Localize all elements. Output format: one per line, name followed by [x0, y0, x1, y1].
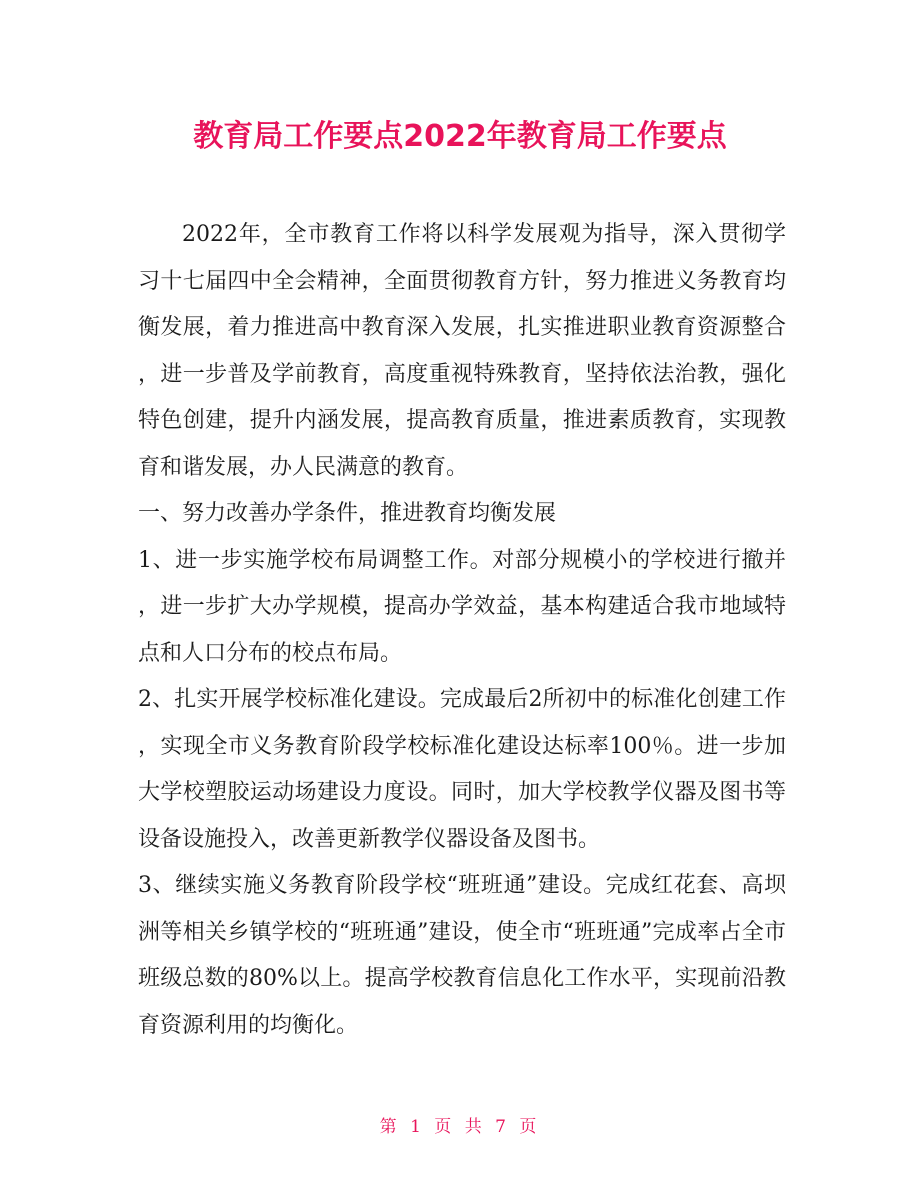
- document-title: 教育局工作要点2022年教育局工作要点: [193, 119, 727, 154]
- item-paragraph-3: 3、继续实施义务教育阶段学校“班班通”建设。完成红花套、高坝洲等相关乡镇学校的“班班通”建设，使全市“班班通”完成率占全市班级总数的80%以上。提高学校教育信息化工作水平，实现前沿教育资源利用的均衡化。: [138, 873, 786, 1038]
- item-paragraph-1: 1、进一步实施学校布局调整工作。对部分规模小的学校进行撤并，进一步扩大办学规模，提高办学效益，基本构建适合我市地域特点和人口分布的校点布局。: [138, 547, 786, 666]
- intro-paragraph: 2022年，全市教育工作将以科学发展观为指导，深入贯彻学习十七届四中全会精神，全面贯彻教育方针，努力推进义务教育均衡发展，着力推进高中教育深入发展，扎实推进职业教育资源整合，进一步普及学前教育，高度重视特殊教育，坚持依法治教，强化特色创建，提升内涵发展，提高教育质量，推进素质教育，实现教育和谐发展，办人民满意的教育。: [138, 222, 786, 480]
- page-footer: 第 1 页 共 7 页: [379, 1117, 541, 1137]
- document-body: [138, 212, 786, 1049]
- section-heading-1: 一、努力改善办学条件，推进教育均衡发展: [138, 501, 557, 526]
- item-paragraph-2: 2、扎实开展学校标准化建设。完成最后2所初中的标准化创建工作，实现全市义务教育阶段学校标准化建设达标率100％。进一步加大学校塑胶运动场建设力度设。同时，加大学校教学仪器及图书等设备设施投入，改善更新教学仪器设备及图书。: [138, 687, 786, 852]
